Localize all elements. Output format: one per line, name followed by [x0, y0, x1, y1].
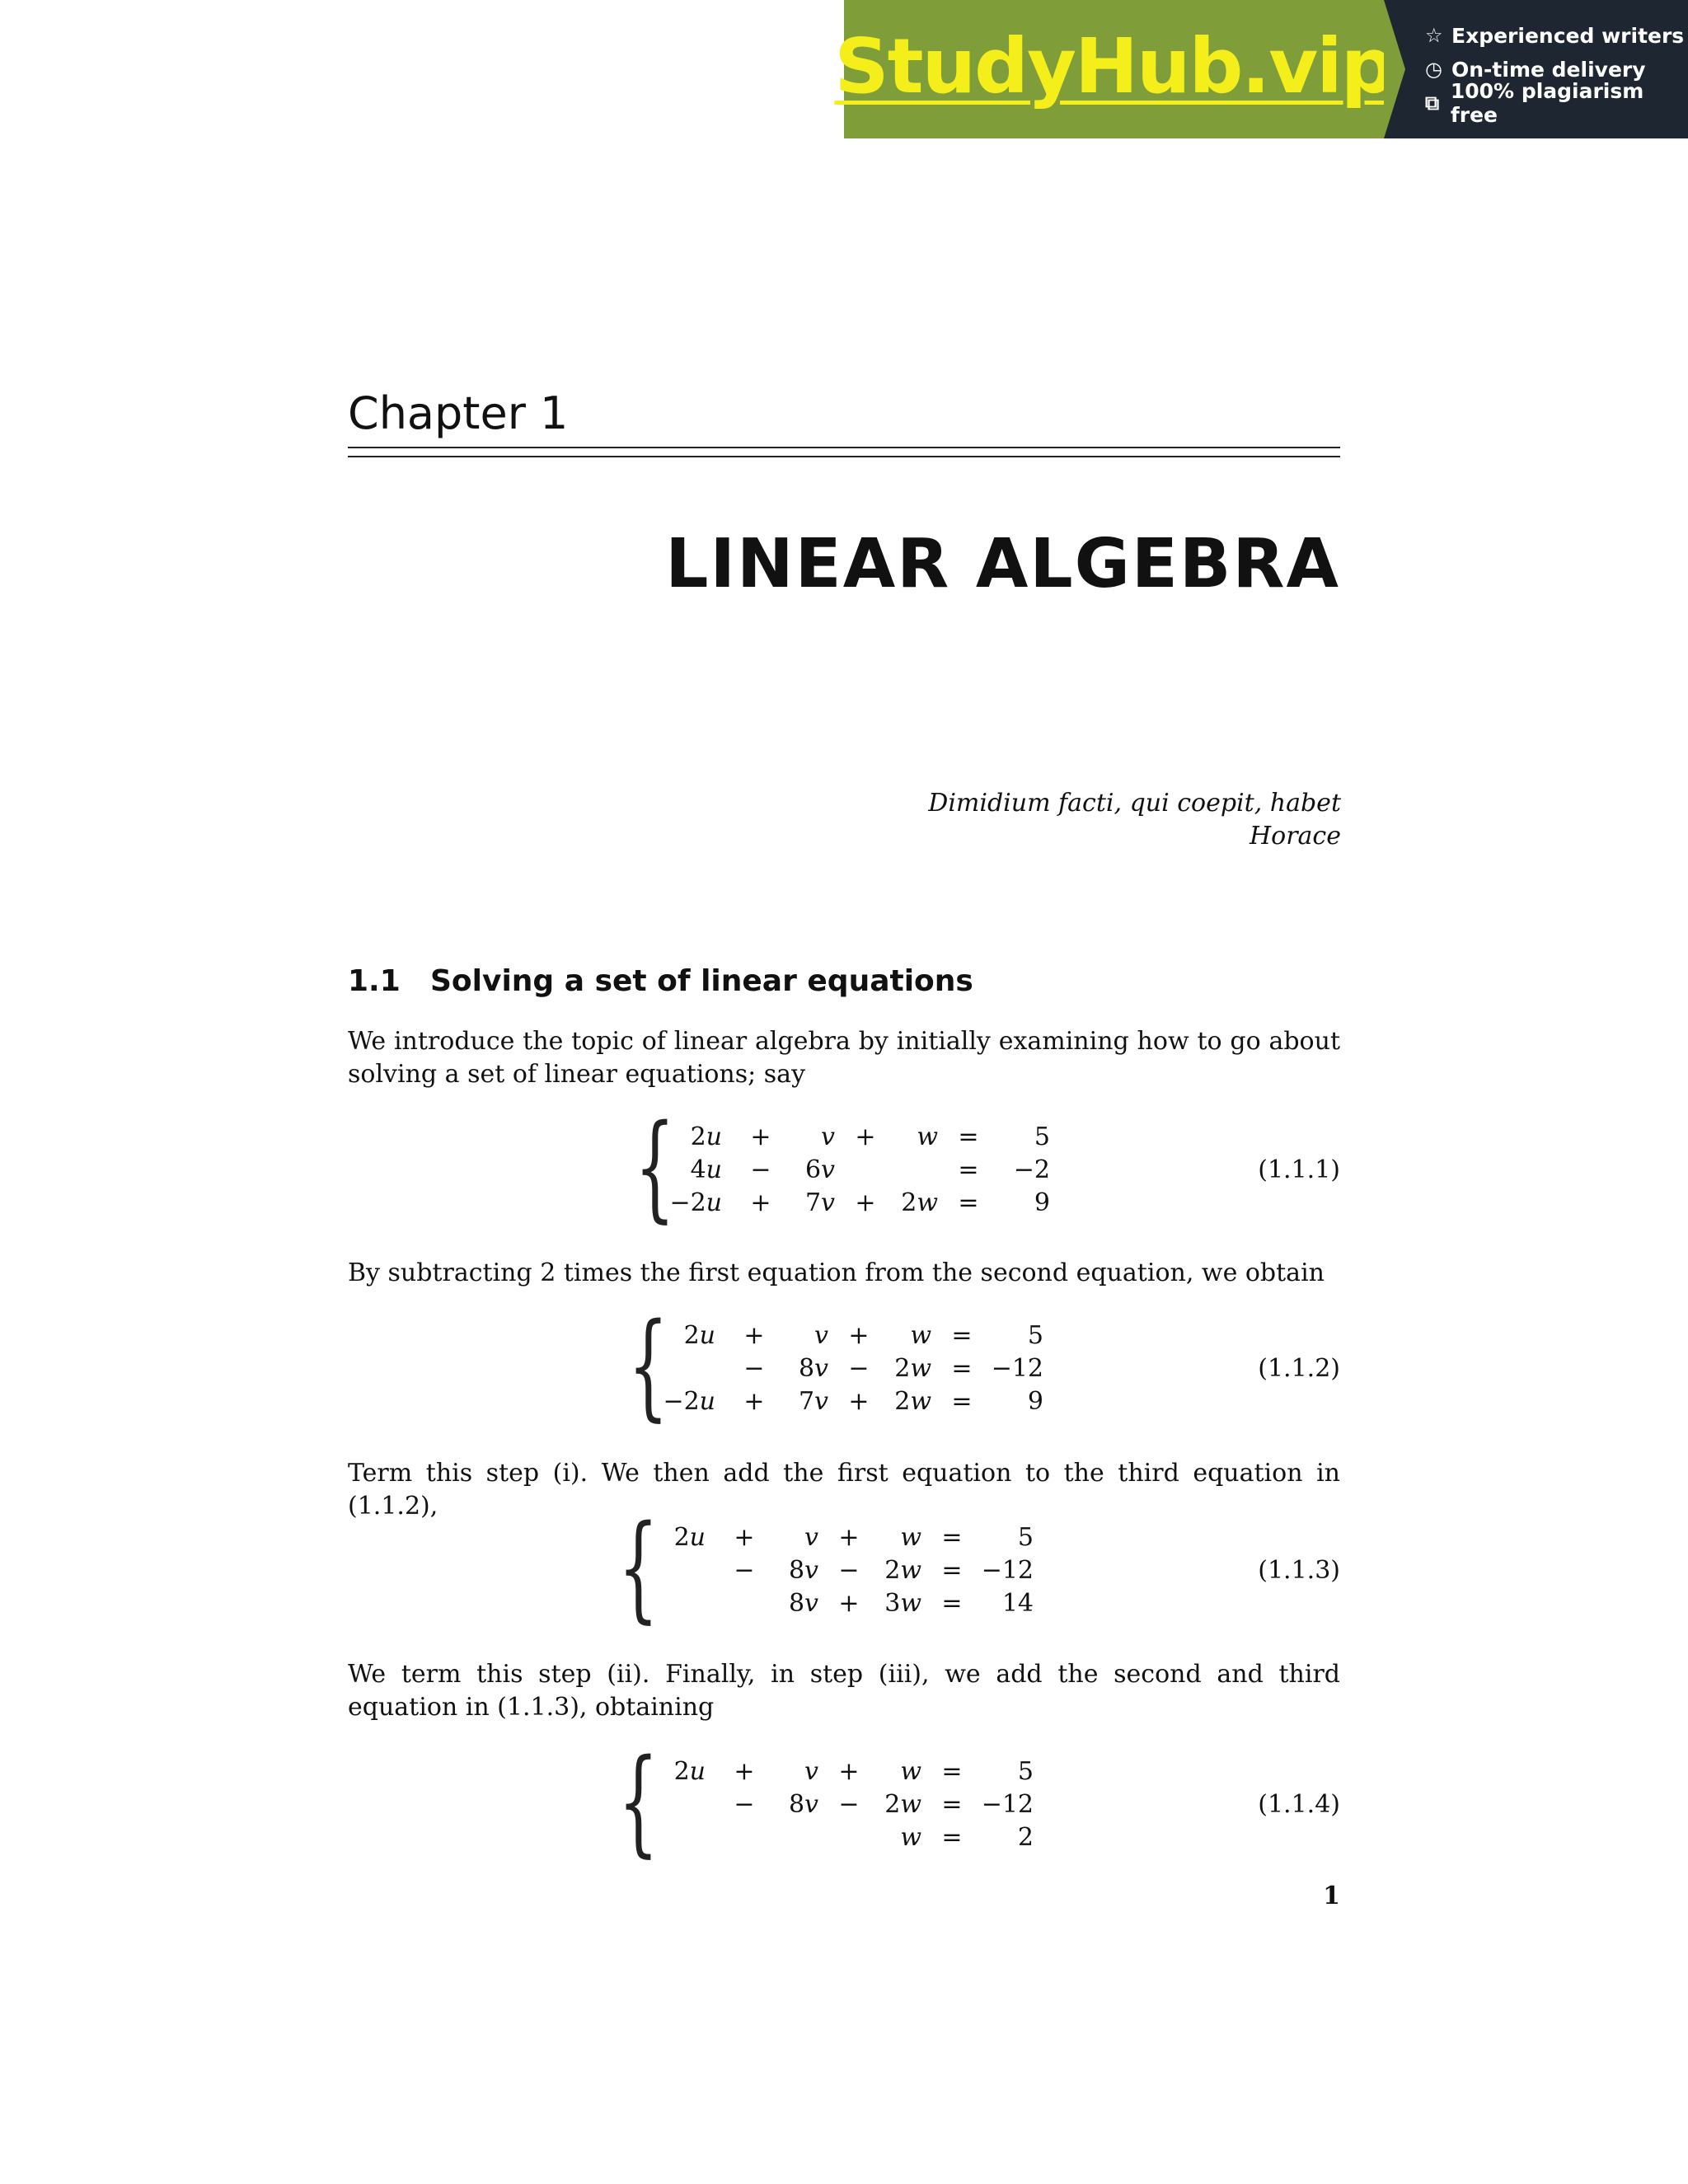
epigraph-quote: Dimidium facti, qui coepit, habet — [928, 789, 1341, 818]
operator-sign: + — [848, 1321, 870, 1350]
equals-sign: = — [941, 1589, 963, 1618]
equation-rhs: 2 — [1017, 1823, 1034, 1852]
equation-rhs: 9 — [1027, 1387, 1043, 1416]
operator-sign: + — [838, 1523, 860, 1552]
equation-term: 8v — [798, 1354, 828, 1383]
feature-label: On-time delivery — [1451, 57, 1646, 82]
equation-system-3 — [0, 1501, 1688, 1635]
equation-row — [0, 1187, 1688, 1220]
equation-row — [0, 1521, 1688, 1554]
paragraph-step-subtract: By subtracting 2 times the first equation from the second equation, we obtain — [348, 1258, 1325, 1287]
equation-rhs: 5 — [1027, 1321, 1043, 1350]
paragraph-step-i: Term this step (i). We then add the first equation to the third equation in (1.1.2), — [348, 1459, 1340, 1521]
equation-term: v — [804, 1757, 818, 1786]
equation-term: 7v — [804, 1188, 835, 1217]
equation-term: w — [917, 1122, 938, 1151]
operator-sign: + — [750, 1122, 771, 1151]
operator-sign: + — [750, 1188, 771, 1217]
chapter-title: LINEAR ALGEBRA — [665, 525, 1340, 603]
equation-number: (1.1.1) — [1258, 1155, 1340, 1184]
operator-sign: − — [848, 1354, 870, 1383]
equals-sign: = — [958, 1155, 979, 1184]
equation-rhs: −12 — [981, 1556, 1034, 1585]
equation-rhs: 5 — [1017, 1757, 1034, 1786]
equals-sign: = — [958, 1122, 979, 1151]
equation-term: 8v — [788, 1556, 818, 1585]
banner-features-panel — [1384, 0, 1688, 138]
equation-term: 8v — [788, 1790, 818, 1819]
equation-term: 2u — [673, 1757, 706, 1786]
section-heading — [348, 964, 973, 998]
operator-sign: + — [734, 1757, 755, 1786]
equation-term: 2w — [884, 1790, 921, 1819]
operator-sign: + — [848, 1387, 870, 1416]
chapter-rule-top — [348, 447, 1340, 448]
equation-number: (1.1.2) — [1258, 1354, 1340, 1383]
operator-sign: − — [734, 1556, 755, 1585]
equals-sign: = — [941, 1523, 963, 1552]
equals-sign: = — [951, 1387, 973, 1416]
section-number: 1.1 — [348, 964, 401, 998]
feature-label: Experienced writers — [1451, 23, 1685, 48]
equation-term: 2u — [683, 1321, 715, 1350]
equation-term: v — [804, 1523, 818, 1552]
operator-sign: + — [743, 1387, 765, 1416]
equation-row — [0, 1352, 1688, 1385]
equation-row — [0, 1788, 1688, 1821]
ad-banner[interactable] — [834, 0, 1688, 138]
equation-row — [0, 1821, 1688, 1854]
equation-rhs: 5 — [1017, 1523, 1034, 1552]
equals-sign: = — [941, 1556, 963, 1585]
equation-row — [0, 1385, 1688, 1418]
curly-brace: { — [635, 1100, 675, 1235]
equation-term: 2w — [894, 1387, 931, 1416]
epigraph — [928, 787, 1341, 853]
equation-row — [0, 1319, 1688, 1352]
equation-term: 2u — [673, 1523, 706, 1552]
epigraph-author: Horace — [1249, 822, 1341, 851]
operator-sign: + — [855, 1122, 876, 1151]
equals-sign: = — [958, 1188, 979, 1217]
operator-sign: + — [855, 1188, 876, 1217]
equation-term: 4u — [690, 1155, 722, 1184]
equation-term: w — [910, 1321, 931, 1350]
equation-rhs: −12 — [981, 1790, 1034, 1819]
chapter-label: Chapter 1 — [348, 387, 569, 439]
clock-icon: ◷ — [1425, 58, 1442, 81]
equation-row — [0, 1755, 1688, 1788]
operator-sign: − — [750, 1155, 771, 1184]
paragraph-intro: We introduce the topic of linear algebra by initially examining how to go about solving a set of linear equations; say — [348, 1027, 1340, 1089]
brand-logo[interactable]: StudyHub.vip — [834, 21, 1394, 110]
equals-sign: = — [951, 1321, 973, 1350]
equation-number: (1.1.4) — [1258, 1790, 1340, 1819]
banner-brand-panel[interactable] — [834, 0, 1394, 138]
feature-label: 100% plagiarism free — [1450, 79, 1644, 127]
equation-term: w — [900, 1823, 921, 1852]
operator-sign: − — [838, 1790, 860, 1819]
section-title: Solving a set of linear equations — [430, 964, 973, 998]
equation-rhs: −12 — [991, 1354, 1043, 1383]
equation-row — [0, 1587, 1688, 1620]
equals-sign: = — [941, 1790, 963, 1819]
equation-term: w — [900, 1523, 921, 1552]
equation-term: 7v — [798, 1387, 828, 1416]
equation-term: 2w — [884, 1556, 921, 1585]
equation-system-2 — [0, 1299, 1688, 1433]
equation-row — [0, 1554, 1688, 1587]
operator-sign: − — [734, 1790, 755, 1819]
equation-term: 3w — [884, 1589, 921, 1618]
curly-brace: { — [618, 1501, 659, 1635]
equation-term: 2w — [894, 1354, 931, 1383]
equation-system-1 — [0, 1100, 1688, 1235]
equation-rhs: 5 — [1034, 1122, 1050, 1151]
equation-row — [0, 1154, 1688, 1187]
operator-sign: + — [734, 1523, 755, 1552]
equation-term: 2w — [901, 1188, 938, 1217]
operator-sign: + — [743, 1321, 765, 1350]
operator-sign: − — [838, 1556, 860, 1585]
chapter-rule-bottom — [348, 456, 1340, 457]
equation-term: −2u — [663, 1387, 715, 1416]
feature-plagiarism-free — [1425, 79, 1688, 127]
equation-rhs: 9 — [1034, 1188, 1050, 1217]
operator-sign: + — [838, 1757, 860, 1786]
star-outline-icon: ☆ — [1425, 24, 1443, 47]
equation-rhs: 14 — [1001, 1589, 1034, 1618]
equals-sign: = — [941, 1823, 963, 1852]
operator-sign: + — [838, 1589, 860, 1618]
copy-icon: ⧉ — [1425, 91, 1440, 115]
equals-sign: = — [951, 1354, 973, 1383]
equals-sign: = — [941, 1757, 963, 1786]
equation-system-4 — [0, 1735, 1688, 1869]
equation-number: (1.1.3) — [1258, 1556, 1340, 1585]
feature-experienced-writers — [1425, 19, 1688, 53]
equation-term: v — [821, 1122, 835, 1151]
curly-brace: { — [628, 1299, 668, 1433]
page-number: 1 — [1323, 1882, 1340, 1910]
equation-rhs: −2 — [1013, 1155, 1050, 1184]
equation-term: 2u — [690, 1122, 722, 1151]
equation-term: 6v — [804, 1155, 835, 1184]
operator-sign: − — [743, 1354, 765, 1383]
equation-term: −2u — [669, 1188, 722, 1217]
equation-term: w — [900, 1757, 921, 1786]
paragraph-step-ii: We term this step (ii). Finally, in step (iii), we add the second and third equation in (1.1.3), obtaining — [348, 1660, 1340, 1722]
equation-row — [0, 1121, 1688, 1154]
equation-term: 8v — [788, 1589, 818, 1618]
equation-term: v — [814, 1321, 828, 1350]
curly-brace: { — [618, 1735, 659, 1869]
banner-arrow-shape — [1384, 0, 1405, 138]
